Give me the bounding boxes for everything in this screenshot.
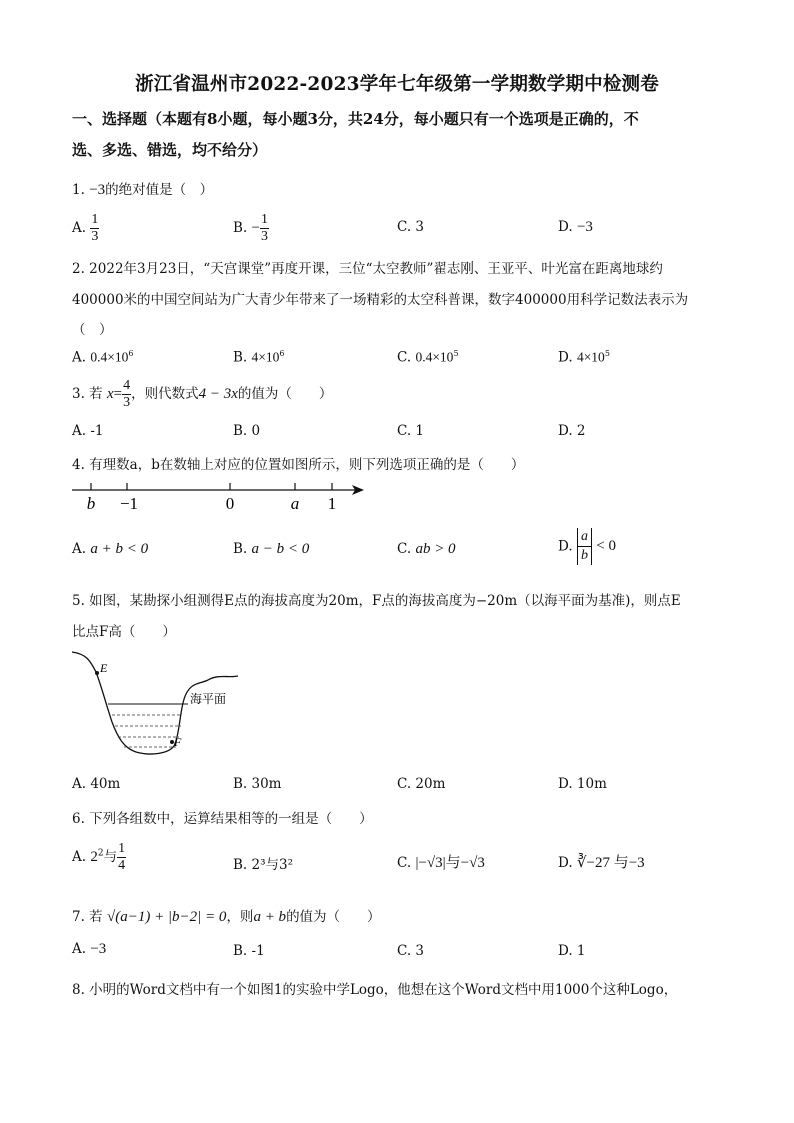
q3-option-a[interactable]: A. -1 — [72, 423, 104, 439]
q1-expression: −3 — [89, 182, 106, 198]
q7-option-d[interactable]: D. 1 — [558, 943, 586, 959]
q4-option-d[interactable]: D. $\frac{a}{b}$ < 0 — [558, 529, 616, 563]
question-2-line1: 2. 2022年3月23日，“天宫课堂”再度开课，三位“太空教师”翟志刚、王亚平、叶光富在距离地球约 — [72, 261, 663, 277]
q1-text: 的绝对值是（ ） — [105, 182, 214, 198]
label-sea-level: 海平面 — [190, 692, 227, 706]
q6-option-d[interactable]: D. ∛−27 与−3 — [558, 855, 645, 871]
question-3: 3. 若 x= $\frac{4}{3}$ ，则代数式4 − 3x的值为（ ） — [72, 378, 333, 410]
q4-option-b[interactable]: B. a − b < 0 — [233, 541, 310, 557]
q1-prefix: 1. — [72, 182, 85, 198]
q2-option-a[interactable]: A. $0.4\times 10^6$ — [72, 349, 134, 366]
label-neg1: −1 — [119, 494, 139, 513]
question-8: 8. 小明的Word文档中有一个如图1的实验中学Logo，他想在这个Word文档中用1000个这种Logo， — [72, 982, 678, 998]
q4-option-d-fraction: $\frac{a}{b}$ — [577, 528, 592, 565]
q3-option-c[interactable]: C. 1 — [397, 423, 425, 439]
q5-option-b[interactable]: B. 30m — [233, 776, 282, 792]
q2-option-d[interactable]: D. $4\times 10^5$ — [558, 349, 610, 366]
q5-option-a[interactable]: A. 40m — [72, 776, 121, 792]
q3-fraction: $\frac{4}{3}$ — [123, 378, 131, 410]
q1-option-c[interactable]: C. 3 — [397, 219, 425, 235]
q3-option-d[interactable]: D. 2 — [558, 423, 586, 439]
label-a: a — [290, 494, 300, 513]
label-f: F — [174, 735, 182, 749]
question-2-line2: 400000米的中国空间站为广大青少年带来了一场精彩的太空科普课，数字400000用科学记数法表示为 — [72, 292, 689, 308]
number-line-figure — [68, 478, 373, 518]
q1-option-a[interactable]: A. $\frac{1}{3}$ — [72, 212, 99, 244]
q5-option-d[interactable]: D. 10m — [558, 776, 607, 792]
q2-option-c[interactable]: C. $0.4\times 10^5$ — [397, 349, 459, 366]
label-e: E — [100, 661, 108, 675]
label-b: b — [86, 494, 96, 513]
question-2-line3: （ ） — [72, 322, 113, 338]
point-e — [95, 671, 99, 675]
terrain-figure — [68, 646, 248, 766]
q1-option-b-fraction: $\frac{1}{3}$ — [260, 212, 268, 244]
q6-option-a[interactable]: A. $2^2$与 $\frac{1}{4}$ — [72, 841, 126, 873]
section-header-line2: 选、多选、错选，均不给分） — [72, 141, 268, 159]
question-5-line2: 比点F高（ ） — [72, 624, 176, 640]
q2-option-b[interactable]: B. $4\times 10^6$ — [233, 349, 285, 366]
q6-option-a-fraction: $\frac{1}{4}$ — [118, 841, 126, 873]
question-5-line1: 5. 如图，某勘探小组测得E点的海拔高度为20m，F点的海拔高度为−20m（以海平面为基准)，则点E — [72, 593, 681, 609]
q3-option-b[interactable]: B. 0 — [233, 423, 261, 439]
q7-option-a[interactable]: A. −3 — [72, 941, 107, 957]
q1-option-b[interactable]: B. − $\frac{1}{3}$ — [233, 212, 268, 244]
q6-option-b[interactable]: B. 2³与3² — [233, 857, 294, 873]
q1-option-a-fraction: $\frac{1}{3}$ — [91, 212, 99, 244]
q4-option-c[interactable]: C. ab > 0 — [397, 541, 456, 557]
q6-option-c[interactable]: C. |−√3|与−√3 — [397, 855, 485, 871]
question-1 — [72, 178, 213, 199]
section-header-line1: 一、选择题（本题有8小题，每小题3分，共24分，每小题只有一个选项是正确的，不 — [72, 110, 639, 128]
q4-option-a[interactable]: A. a + b < 0 — [72, 541, 149, 557]
q5-option-c[interactable]: C. 20m — [397, 776, 446, 792]
q7-option-b[interactable]: B. -1 — [233, 943, 265, 959]
page-title: 浙江省温州市2022-2023学年七年级第一学期数学期中检测卷 — [135, 74, 659, 95]
q1-option-d[interactable]: D. −3 — [558, 219, 593, 235]
question-6: 6. 下列各组数中，运算结果相等的一组是（ ） — [72, 811, 373, 827]
question-7: 7. 若 √(a−1) + |b−2| = 0，则a + b的值为（ ） — [72, 909, 381, 925]
label-one: 1 — [327, 494, 337, 513]
question-4: 4. 有理数a，b在数轴上对应的位置如图所示，则下列选项正确的是（ ） — [72, 457, 525, 473]
label-zero: 0 — [225, 494, 235, 513]
q7-option-c[interactable]: C. 3 — [397, 943, 425, 959]
